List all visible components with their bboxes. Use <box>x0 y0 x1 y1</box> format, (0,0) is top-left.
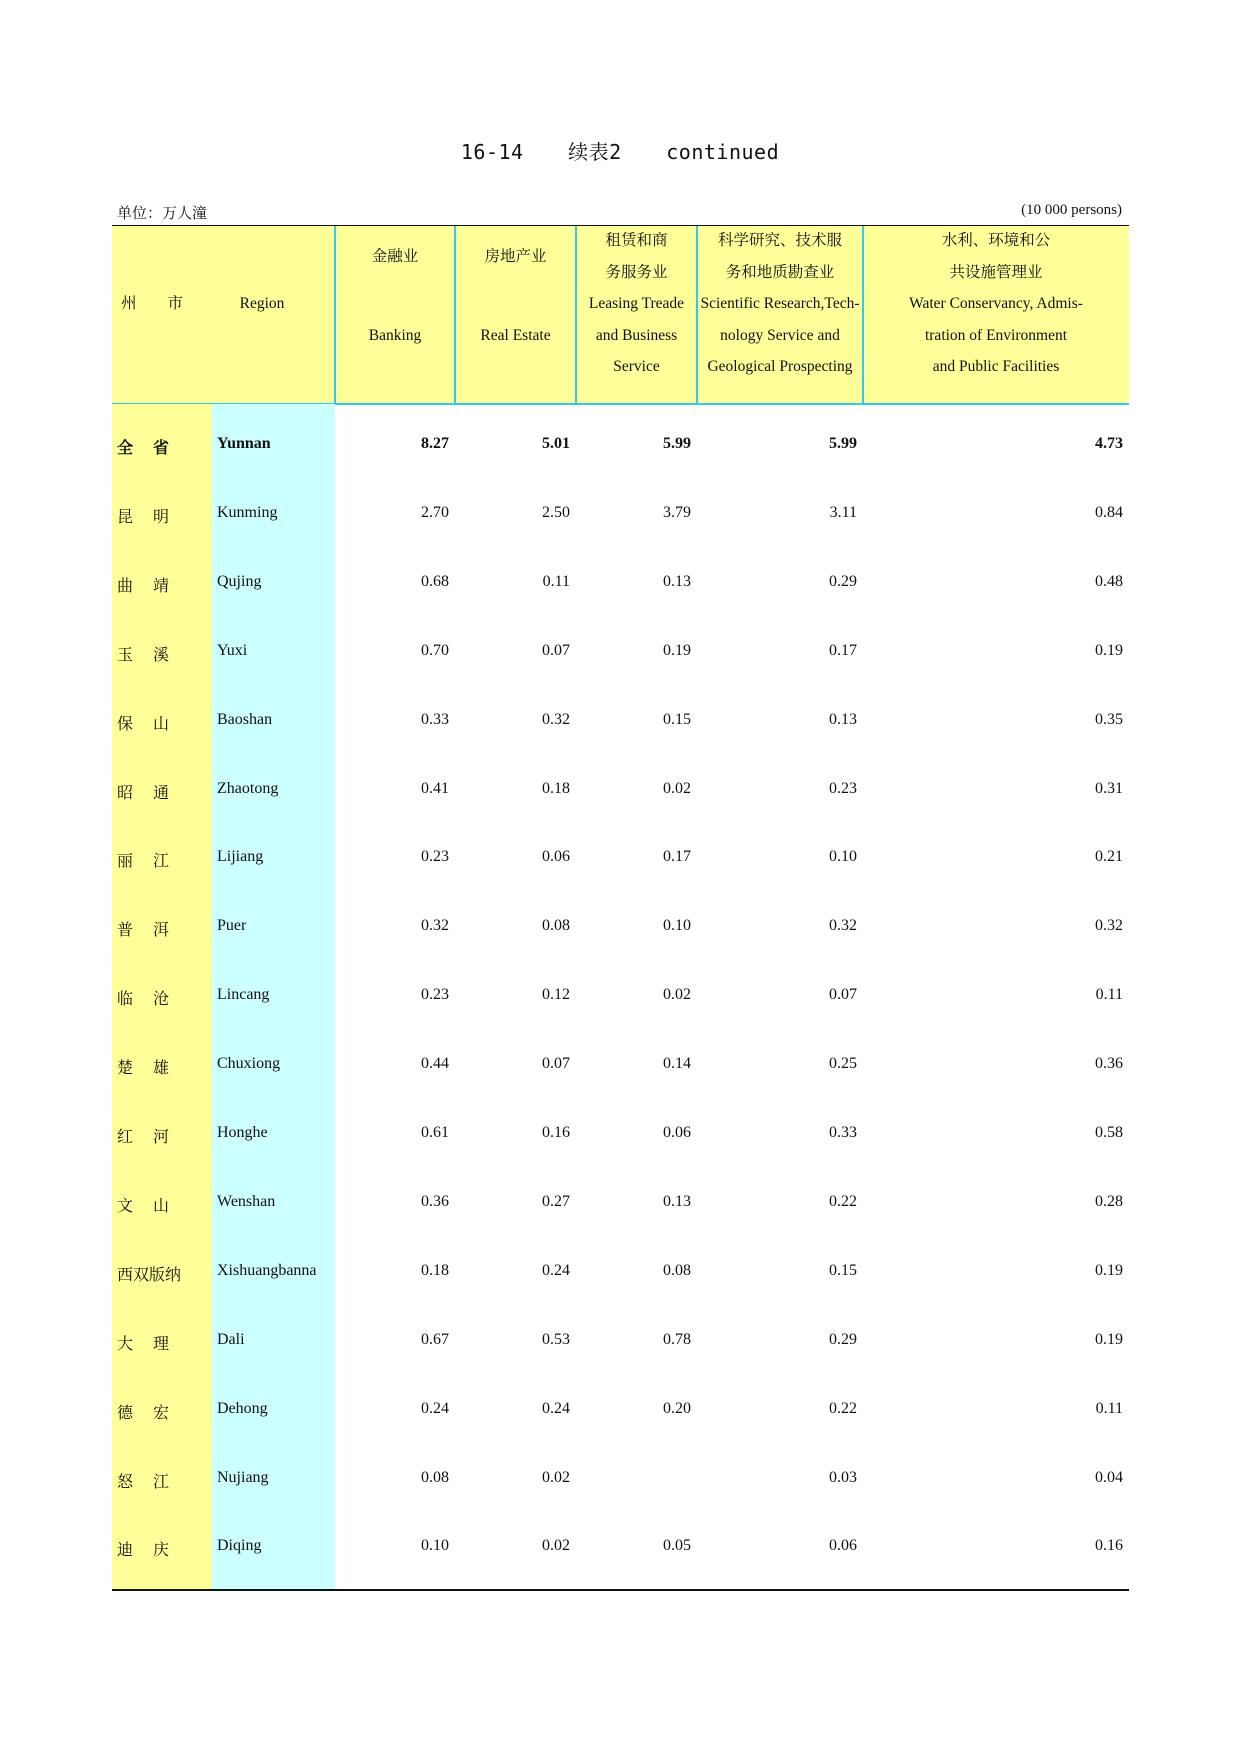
column-header <box>863 226 1129 403</box>
table-cell-value: 0.14 <box>663 1055 691 1073</box>
table-row <box>112 1375 1129 1444</box>
table-cell-value: 0.17 <box>829 641 857 659</box>
table-cell-value: 0.08 <box>421 1468 449 1486</box>
column-header <box>697 226 863 403</box>
region-en-header: Region <box>239 295 285 312</box>
table-bottom-border <box>112 1589 1129 1591</box>
table-cell-value: 0.25 <box>829 1055 857 1073</box>
table-cell-value: 0.44 <box>421 1055 449 1073</box>
table-title-en: continued <box>666 140 780 164</box>
table-cell-value: 0.16 <box>1095 1537 1123 1555</box>
table-cell-value: 0.10 <box>663 917 691 935</box>
table-cell-value: 0.36 <box>421 1192 449 1210</box>
region-name-en: Lijiang <box>217 848 264 866</box>
table-cell-value: 0.02 <box>542 1468 570 1486</box>
region-name-en: Zhaotong <box>217 779 279 797</box>
data-table <box>112 225 1129 1591</box>
table-cell-value: 0.61 <box>421 1124 449 1141</box>
table-cell-value: 4.73 <box>1095 435 1123 452</box>
table-cell-value: 0.68 <box>421 572 449 590</box>
region-name-en: Dehong <box>217 1399 268 1417</box>
table-cell-value: 0.23 <box>421 986 449 1004</box>
region-name-en: Xishuangbanna <box>217 1261 317 1279</box>
table-row <box>112 1099 1129 1168</box>
column-header-en: Real Estate <box>480 327 551 344</box>
column-header-cn: 租赁和商 <box>605 232 668 249</box>
table-row <box>112 755 1129 824</box>
table-cell-value: 0.07 <box>829 986 857 1004</box>
table-cell-value: 3.11 <box>829 503 857 521</box>
table-cell-value: 0.11 <box>1095 1399 1123 1417</box>
region-name-cn: 曲 靖 <box>117 577 169 595</box>
region-name-cn: 丽 江 <box>117 853 169 871</box>
column-header <box>335 226 455 403</box>
table-cell-value: 0.19 <box>1095 1330 1123 1348</box>
table-cell-value: 0.35 <box>1095 710 1123 728</box>
table-cell-value: 0.28 <box>1095 1192 1123 1210</box>
unit-label-cn: 单位：万人潼 <box>117 206 208 222</box>
table-cell-value: 0.12 <box>542 986 570 1004</box>
column-header-en: nology Service and <box>720 327 840 344</box>
table-cell-value: 0.19 <box>1095 1261 1123 1279</box>
table-cell-value: 0.32 <box>542 710 570 728</box>
region-name-cn: 西双版纳 <box>117 1266 182 1284</box>
table-cell-value: 0.31 <box>1095 779 1123 797</box>
table-cell-value: 0.07 <box>542 641 570 659</box>
table-cell-value: 0.33 <box>829 1124 857 1141</box>
region-name-en: Baoshan <box>217 710 273 728</box>
region-name-cn: 临 沧 <box>117 991 169 1009</box>
table-cell-value: 0.32 <box>1095 917 1123 935</box>
table-body <box>112 404 1129 1591</box>
table-cell-value: 8.27 <box>421 435 449 452</box>
region-name-cn: 普 洱 <box>117 922 169 940</box>
table-cell-value: 0.13 <box>663 1192 691 1210</box>
region-name-cn: 全 省 <box>117 440 169 457</box>
table-cell-value: 0.36 <box>1095 1055 1123 1073</box>
table-row <box>112 479 1129 548</box>
table-cell-value: 0.48 <box>1095 572 1123 590</box>
region-name-cn: 红 河 <box>117 1129 169 1146</box>
column-header-cn: 务和地质勘查业 <box>725 264 835 281</box>
table-cell-value: 2.70 <box>421 503 449 521</box>
region-name-cn: 文 山 <box>117 1197 169 1215</box>
table-cell-value: 0.04 <box>1095 1468 1123 1486</box>
unit-label-en: (10 000 persons) <box>1021 202 1122 218</box>
table-cell-value: 0.58 <box>1095 1124 1123 1141</box>
column-header-en: Water Conservancy, Admis- <box>909 295 1083 312</box>
region-name-en: Kunming <box>217 503 278 521</box>
table-row <box>112 1306 1129 1375</box>
table-cell-value: 0.41 <box>421 779 449 797</box>
region-name-en: Nujiang <box>217 1468 269 1486</box>
table-cell-value: 0.23 <box>829 779 857 797</box>
region-name-cn: 迪 庆 <box>117 1542 169 1560</box>
column-header-cn: 务服务业 <box>605 264 668 281</box>
table-cell-value: 0.20 <box>663 1399 691 1417</box>
column-header-en: Service <box>613 358 660 375</box>
table-cell-value: 0.02 <box>663 986 691 1004</box>
column-header-en: Banking <box>368 327 422 344</box>
table-cell-value: 0.06 <box>829 1537 857 1555</box>
table-title-cn: 续表2 <box>568 140 622 164</box>
table-cell-value: 0.27 <box>542 1192 570 1210</box>
region-name-cn: 大 理 <box>117 1335 169 1353</box>
table-cell-value: 0.53 <box>542 1330 570 1348</box>
region-name-cn: 昆 明 <box>117 508 169 526</box>
table-cell-value: 0.19 <box>663 641 691 659</box>
table-header <box>112 225 1129 405</box>
region-name-cn: 怒 江 <box>117 1473 169 1491</box>
region-name-en: Puer <box>217 917 247 935</box>
table-row <box>112 548 1129 617</box>
region-name-en: Honghe <box>217 1124 268 1141</box>
table-cell-value: 5.99 <box>663 435 691 452</box>
region-name-en: Lincang <box>217 986 270 1004</box>
table-cell-value: 0.03 <box>829 1468 857 1486</box>
region-name-en: Diqing <box>217 1537 262 1555</box>
table-cell-value: 0.07 <box>542 1055 570 1073</box>
table-cell-value: 0.06 <box>663 1124 691 1141</box>
table-row <box>112 1168 1129 1237</box>
table-cell-value: 0.19 <box>1095 641 1123 659</box>
table-row <box>112 823 1129 892</box>
column-header-en: Leasing Treade <box>588 295 685 312</box>
table-row <box>112 686 1129 755</box>
table-cell-value: 0.18 <box>542 779 570 797</box>
table-cell-value: 0.67 <box>421 1330 449 1348</box>
table-cell-value: 0.13 <box>829 710 857 728</box>
region-name-en: Dali <box>217 1330 245 1348</box>
table-cell-value: 0.16 <box>542 1124 570 1141</box>
table-cell-value: 2.50 <box>542 503 570 521</box>
column-header <box>576 226 697 403</box>
column-header-cn: 金融业 <box>371 248 419 265</box>
table-cell-value: 0.18 <box>421 1261 449 1279</box>
table-row <box>112 892 1129 961</box>
region-name-en: Yunnan <box>217 435 271 452</box>
table-title <box>0 136 1240 165</box>
table-row <box>112 1512 1129 1581</box>
column-header-en: and Business <box>595 327 678 344</box>
table-row <box>112 1237 1129 1306</box>
table-cell-value: 3.79 <box>663 503 691 521</box>
table-cell-value: 0.29 <box>829 1330 857 1348</box>
column-header <box>455 226 576 403</box>
table-row <box>112 617 1129 686</box>
table-cell-value: 0.32 <box>829 917 857 935</box>
table-cell-value: 0.10 <box>829 848 857 866</box>
region-name-en: Qujing <box>217 572 262 590</box>
table-cell-value: 0.22 <box>829 1192 857 1210</box>
table-row <box>112 1030 1129 1099</box>
table-cell-value: 0.08 <box>663 1261 691 1279</box>
table-cell-value: 0.84 <box>1095 503 1123 521</box>
table-cell-value: 0.15 <box>829 1261 857 1279</box>
column-header-cn: 共设施管理业 <box>949 264 1043 281</box>
region-name-cn: 玉 溪 <box>117 646 169 664</box>
table-cell-value: 0.11 <box>1095 986 1123 1004</box>
table-cell-value: 0.05 <box>663 1537 691 1555</box>
table-cell-value: 0.17 <box>663 848 691 866</box>
table-cell-value: 0.10 <box>421 1537 449 1555</box>
region-name-cn: 昭 通 <box>117 784 169 802</box>
column-header-en: and Public Facilities <box>932 358 1060 375</box>
table-cell-value: 0.11 <box>542 572 570 590</box>
table-cell-value: 0.23 <box>421 848 449 866</box>
table-cell-value: 0.78 <box>663 1330 691 1348</box>
table-cell-value: 5.99 <box>829 435 857 452</box>
table-cell-value: 0.24 <box>542 1261 570 1279</box>
region-cn-header: 州 市 <box>120 295 183 312</box>
column-header-en: Scientific Research,Tech- <box>700 295 860 312</box>
region-name-en: Wenshan <box>217 1192 276 1210</box>
table-cell-value: 0.02 <box>663 779 691 797</box>
table-cell-value: 0.29 <box>829 572 857 590</box>
table-cell-value: 0.08 <box>542 917 570 935</box>
table-cell-value: 0.02 <box>542 1537 570 1555</box>
table-cell-value: 5.01 <box>542 435 570 452</box>
column-header-cn: 科学研究、技术服 <box>717 232 842 249</box>
column-header-en: tration of Environment <box>924 327 1068 344</box>
region-name-cn: 保 山 <box>117 715 169 733</box>
table-cell-value: 0.21 <box>1095 848 1123 866</box>
table-cell-value: 0.06 <box>542 848 570 866</box>
table-cell-value: 0.33 <box>421 710 449 728</box>
column-header-cn: 房地产业 <box>484 248 547 265</box>
column-header-cn: 水利、环境和公 <box>941 232 1051 249</box>
table-row <box>112 1444 1129 1513</box>
region-name-cn: 德 宏 <box>117 1404 169 1422</box>
table-code: 16-14 <box>460 140 524 164</box>
column-header-en: Geological Prospecting <box>707 358 853 375</box>
table-cell-value: 0.24 <box>421 1399 449 1417</box>
table-cell-value: 0.32 <box>421 917 449 935</box>
table-cell-value: 0.13 <box>663 572 691 590</box>
table-row <box>112 410 1129 479</box>
table-cell-value: 0.15 <box>663 710 691 728</box>
table-cell-value: 0.70 <box>421 641 449 659</box>
region-name-cn: 楚 雄 <box>117 1060 169 1078</box>
table-cell-value: 0.22 <box>829 1399 857 1417</box>
region-name-en: Yuxi <box>217 641 248 659</box>
table-cell-value: 0.24 <box>542 1399 570 1417</box>
table-row <box>112 961 1129 1030</box>
region-name-en: Chuxiong <box>217 1055 281 1073</box>
